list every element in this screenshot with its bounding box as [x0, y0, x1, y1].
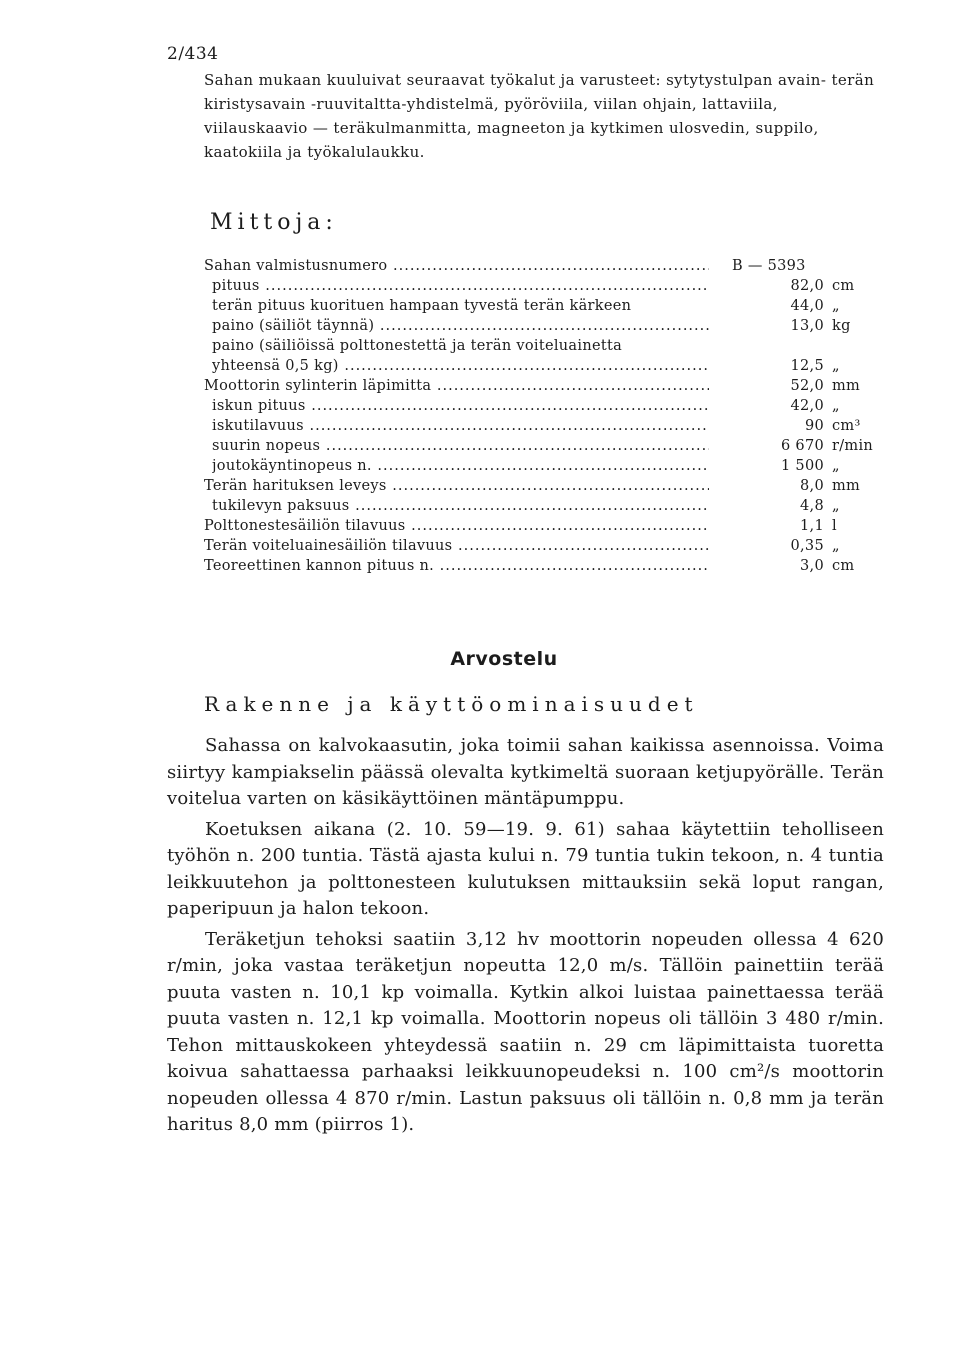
page-number: 2/434	[167, 44, 219, 64]
spec-number: 8,0	[800, 478, 824, 494]
spec-value	[739, 456, 912, 476]
body-text	[167, 733, 884, 1139]
spec-unit: r/min	[832, 438, 874, 454]
spec-row	[204, 396, 894, 416]
spec-value	[732, 256, 806, 276]
spec-number: 52,0	[790, 378, 824, 394]
spec-value	[739, 316, 912, 336]
spec-number: 6 670	[780, 438, 824, 454]
spec-row	[204, 356, 894, 376]
spec-row	[204, 516, 894, 536]
spec-value	[739, 436, 912, 456]
spec-number: 3,0	[800, 558, 824, 574]
spec-value	[739, 476, 912, 496]
spec-label: yhteensä 0,5 kg) .....	[212, 356, 709, 376]
spec-label: suurin nopeus .....	[212, 436, 709, 456]
section-title: Arvostelu	[450, 648, 558, 670]
spec-value	[739, 416, 912, 436]
specs-table	[204, 256, 894, 576]
spec-value	[739, 296, 912, 316]
spec-unit: mm	[832, 378, 861, 394]
spec-number: 42,0	[790, 398, 824, 414]
spec-row	[204, 476, 894, 496]
spec-row	[204, 416, 894, 436]
spec-row	[204, 536, 894, 556]
spec-value	[739, 556, 912, 576]
spec-row	[204, 376, 894, 396]
spec-unit: „	[832, 458, 840, 474]
spec-number: 82,0	[790, 278, 824, 294]
spec-number: 1 500	[780, 458, 824, 474]
spec-label: pituus .....	[212, 276, 709, 296]
spec-row	[204, 276, 894, 296]
spec-label: terän pituus kuorituen hampaan tyvestä terän kärkeen	[212, 298, 632, 314]
spec-label: Polttonestesäiliön tilavuus .....	[204, 516, 709, 536]
spec-label: Terän harituksen leveys .....	[204, 476, 709, 496]
spec-unit: „	[832, 298, 840, 314]
spec-unit: „	[832, 358, 840, 374]
specs-heading: Mittoja:	[210, 210, 338, 235]
spec-label: iskutilavuus .....	[212, 416, 709, 436]
body-paragraph-2: Koetuksen aikana (2. 10. 59—19. 9. 61) sahaa käytettiin teholliseen työhön n. 200 tuntia. Tästä ajasta kului n. 79 tuntia tukin tekoon, n. 4 tuntia leikkuutehon ja polttonesteen kulutuksen mittauksiin sekä loput rangan, paperipuun ja halon tekoon.	[167, 818, 884, 919]
spec-number: 4,8	[800, 498, 824, 514]
spec-unit: „	[832, 498, 840, 514]
spec-number: 0,35	[790, 538, 824, 554]
spec-label: Sahan valmistusnumero .....	[204, 256, 709, 276]
spec-value	[739, 376, 912, 396]
spec-label: paino (säiliöissä polttonestettä ja terän voiteluainetta	[212, 338, 623, 354]
spec-unit: „	[832, 538, 840, 554]
body-paragraph-1: Sahassa on kalvokaasutin, joka toimii sahan kaikissa asennoissa. Voima siirtyy kampiakselin päässä olevalta kytkimeltä suoraan ketjupyörälle. Terän voitelua varten on käsikäyttöinen mäntäpumppu.	[167, 735, 884, 809]
spec-row	[204, 336, 894, 356]
intro-paragraph: Sahan mukaan kuuluivat seuraavat työkalut ja varusteet: sytytystulpan avain- terän kiristysavain -ruuvitaltta-yhdistelmä, pyöröviila, viilan ohjain, lattaviila, viilauskaavio — teräkulmanmitta, magneeton ja kytkimen ulosvedin, suppilo, kaatokiila ja työkalulaukku.	[204, 71, 875, 161]
spec-number: B — 5393	[732, 258, 806, 274]
spec-label: Moottorin sylinterin läpimitta .....	[204, 376, 709, 396]
subsection-title: Rakenne ja käyttöominaisuudet	[204, 692, 699, 716]
spec-number: 1,1	[800, 518, 824, 534]
spec-value	[739, 396, 912, 416]
spec-unit: mm	[832, 478, 861, 494]
spec-row	[204, 436, 894, 456]
spec-row	[204, 256, 894, 276]
spec-row	[204, 296, 894, 316]
spec-row	[204, 556, 894, 576]
spec-value	[739, 496, 912, 516]
spec-number: 90	[804, 418, 824, 434]
body-paragraph-3: Teräketjun tehoksi saatiin 3,12 hv moottorin nopeuden ollessa 4 620 r/min, joka vastaa teräketjun nopeutta 12,0 m/s. Tällöin painettiin terää puuta vasten n. 10,1 kp voimalla. Kytkin alkoi luistaa painettaessa terää puuta vasten n. 12,1 kp voimalla. Moottorin nopeus oli tällöin 3 480 r/min. Tehon mittauskokeen yhteydessä saatiin n. 29 cm läpimittaista tuoretta koivua sahattaessa parhaaksi leikkuunopeudeksi n. 100 cm²/s moottorin nopeuden ollessa 4 870 r/min. Lastun paksuus oli tällöin n. 0,8 mm ja terän haritus 8,0 mm (piirros 1).	[167, 928, 884, 1135]
spec-value	[739, 516, 912, 536]
spec-value	[739, 356, 912, 376]
spec-unit: kg	[832, 318, 851, 334]
spec-label: joutokäyntinopeus n. .....	[212, 456, 709, 476]
spec-value	[739, 536, 912, 556]
spec-unit: cm	[832, 278, 855, 294]
spec-unit: l	[832, 518, 837, 534]
spec-row	[204, 496, 894, 516]
spec-number: 12,5	[790, 358, 824, 374]
spec-unit: cm	[832, 558, 855, 574]
spec-label: paino (säiliöt täynnä) .....	[212, 316, 709, 336]
spec-label: iskun pituus .....	[212, 396, 709, 416]
spec-unit: cm³	[832, 418, 861, 434]
spec-number: 13,0	[790, 318, 824, 334]
spec-number: 44,0	[790, 298, 824, 314]
spec-label: Terän voiteluainesäiliön tilavuus .....	[204, 536, 709, 556]
spec-value	[739, 276, 912, 296]
spec-row	[204, 316, 894, 336]
spec-label: tukilevyn paksuus .....	[212, 496, 709, 516]
spec-unit: „	[832, 398, 840, 414]
spec-label: Teoreettinen kannon pituus n. .....	[204, 556, 709, 576]
spec-row	[204, 456, 894, 476]
